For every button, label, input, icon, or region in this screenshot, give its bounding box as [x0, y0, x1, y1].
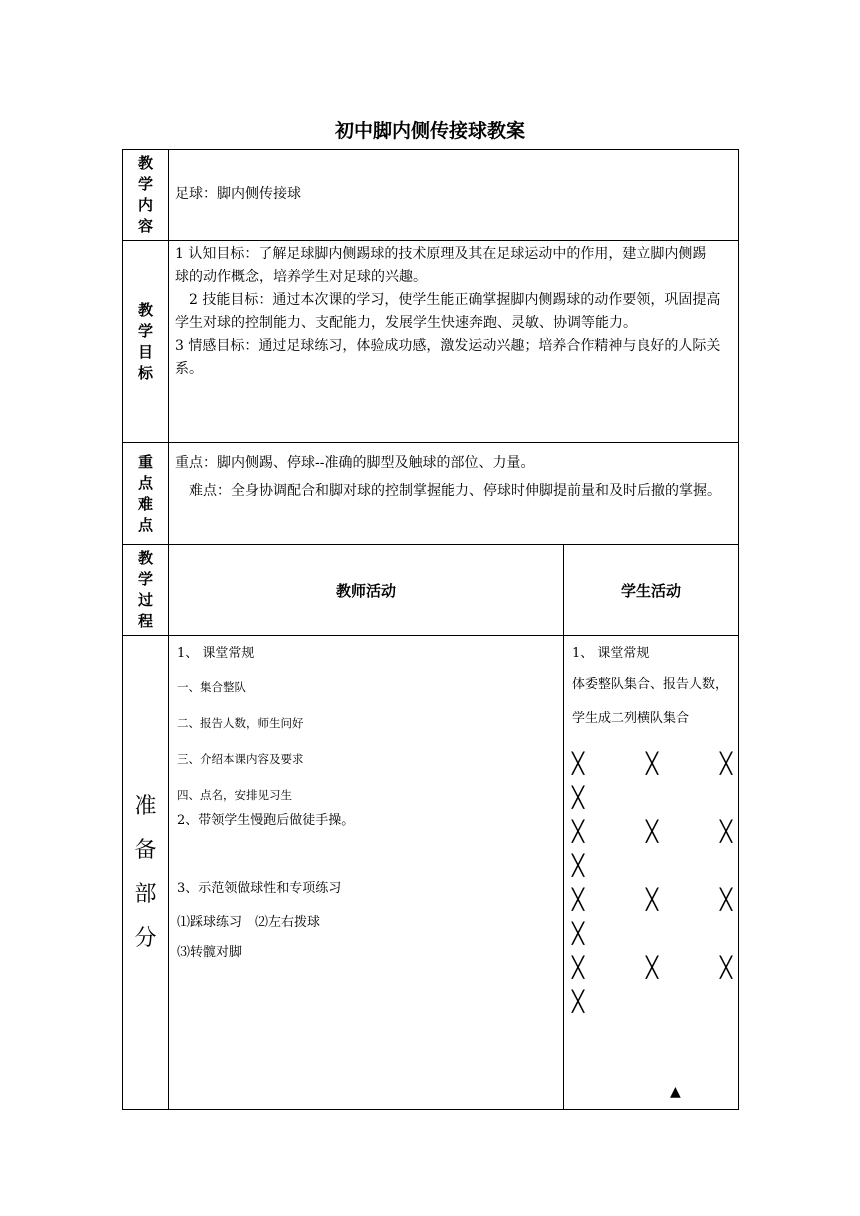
label-key-points: 重 点 难 点 [123, 443, 169, 545]
student-mark-icon: ╳ [719, 819, 732, 843]
student-mark-icon: ╳ [572, 955, 585, 979]
teaching-goals-cell [169, 241, 739, 443]
key-points-cell [169, 443, 739, 545]
formation-diagram [572, 746, 732, 1018]
label-teaching-process: 教 学 过 程 [123, 545, 169, 636]
row-teaching-goals [123, 241, 739, 443]
student-step-1: 1、 课堂常规 [572, 646, 650, 661]
teacher-step-3: 3、示范领做球性和专项练习 [177, 881, 342, 896]
teacher-step-2: 2、带领学生慢跑后做徒手操。 [177, 813, 355, 828]
teacher-activity-header: 教师活动 [169, 545, 564, 636]
teacher-step-1c: 三、介绍本课内容及要求 [177, 752, 304, 766]
row-teaching-content [123, 150, 739, 241]
goal-cognitive-cont: 球的动作概念，培养学生对足球的兴趣。 [175, 269, 427, 285]
teacher-step-3b: ⑶转髋对脚 [177, 945, 243, 960]
row-key-points [123, 443, 739, 545]
document-title: 初中脚内侧传接球教案 [334, 120, 525, 142]
student-activity-header: 学生活动 [564, 545, 739, 636]
lesson-plan-table [122, 149, 739, 1110]
row-preparation [123, 636, 739, 1110]
goal-cognitive: 1 认知目标：了解足球脚内侧踢球的技术原理及其在足球运动中的作用，建立脚内侧踢 [175, 246, 707, 262]
difficult-point: 难点：全身协调配合和脚对球的控制掌握能力、停球时伸脚提前量和及时后撤的掌握。 [189, 483, 721, 499]
label-teaching-goals: 教 学 目 标 [123, 241, 169, 443]
student-mark-icon: ╳ [719, 887, 732, 911]
goal-skill: 2 技能目标：通过本次课的学习，使学生能正确掌握脚内侧踢球的动作要领，巩固提高学生对球的控制能力、支配能力，发展学生快速奔跑、灵敏、协调等能力。 [175, 292, 721, 331]
student-mark-icon: ╳ [572, 785, 585, 809]
student-mark-icon: ╳ [719, 955, 732, 979]
student-mark-icon: ╳ [645, 751, 659, 775]
student-mark-icon: ╳ [572, 751, 585, 775]
goal-affective: 3 情感目标：通过足球练习，体验成功感，激发运动兴趣；培养合作精神与良好的人际关系。 [175, 338, 721, 377]
teacher-step-1d: 四、点名，安排见习生 [177, 788, 292, 802]
teacher-step-1: 1、 课堂常规 [177, 646, 255, 661]
teaching-content-text: 足球：脚内侧传接球 [175, 185, 301, 202]
student-mark-icon: ╳ [572, 989, 585, 1013]
student-mark-icon: ╳ [572, 853, 585, 877]
teacher-step-3a: ⑴踩球练习 ⑵左右拨球 [177, 915, 321, 930]
teacher-step-1b: 二、报告人数，师生问好 [177, 716, 304, 730]
teaching-content-cell [169, 150, 739, 241]
teacher-position-triangle-icon: ▲ [670, 1084, 681, 1100]
student-mark-icon: ╳ [645, 887, 659, 911]
student-mark-icon: ╳ [572, 921, 585, 945]
student-mark-icon: ╳ [572, 819, 585, 843]
student-mark-icon: ╳ [719, 751, 732, 775]
key-point: 重点：脚内侧踢、停球--准确的脚型及触球的部位、力量。 [175, 455, 535, 471]
student-mark-icon: ╳ [572, 887, 585, 911]
label-preparation-part: 准 备 部 分 [123, 636, 169, 1110]
teacher-step-1a: 一、集合整队 [177, 680, 246, 694]
student-mark-icon: ╳ [645, 819, 659, 843]
student-mark-icon: ╳ [645, 955, 659, 979]
label-teaching-content: 教 学 内 容 [123, 150, 169, 241]
teacher-activity-cell [169, 636, 564, 1110]
row-teaching-process [123, 545, 739, 636]
student-step-1-text: 体委整队集合、报告人数，学生成二列横队集合 [572, 677, 729, 726]
student-activity-cell [564, 636, 739, 1110]
